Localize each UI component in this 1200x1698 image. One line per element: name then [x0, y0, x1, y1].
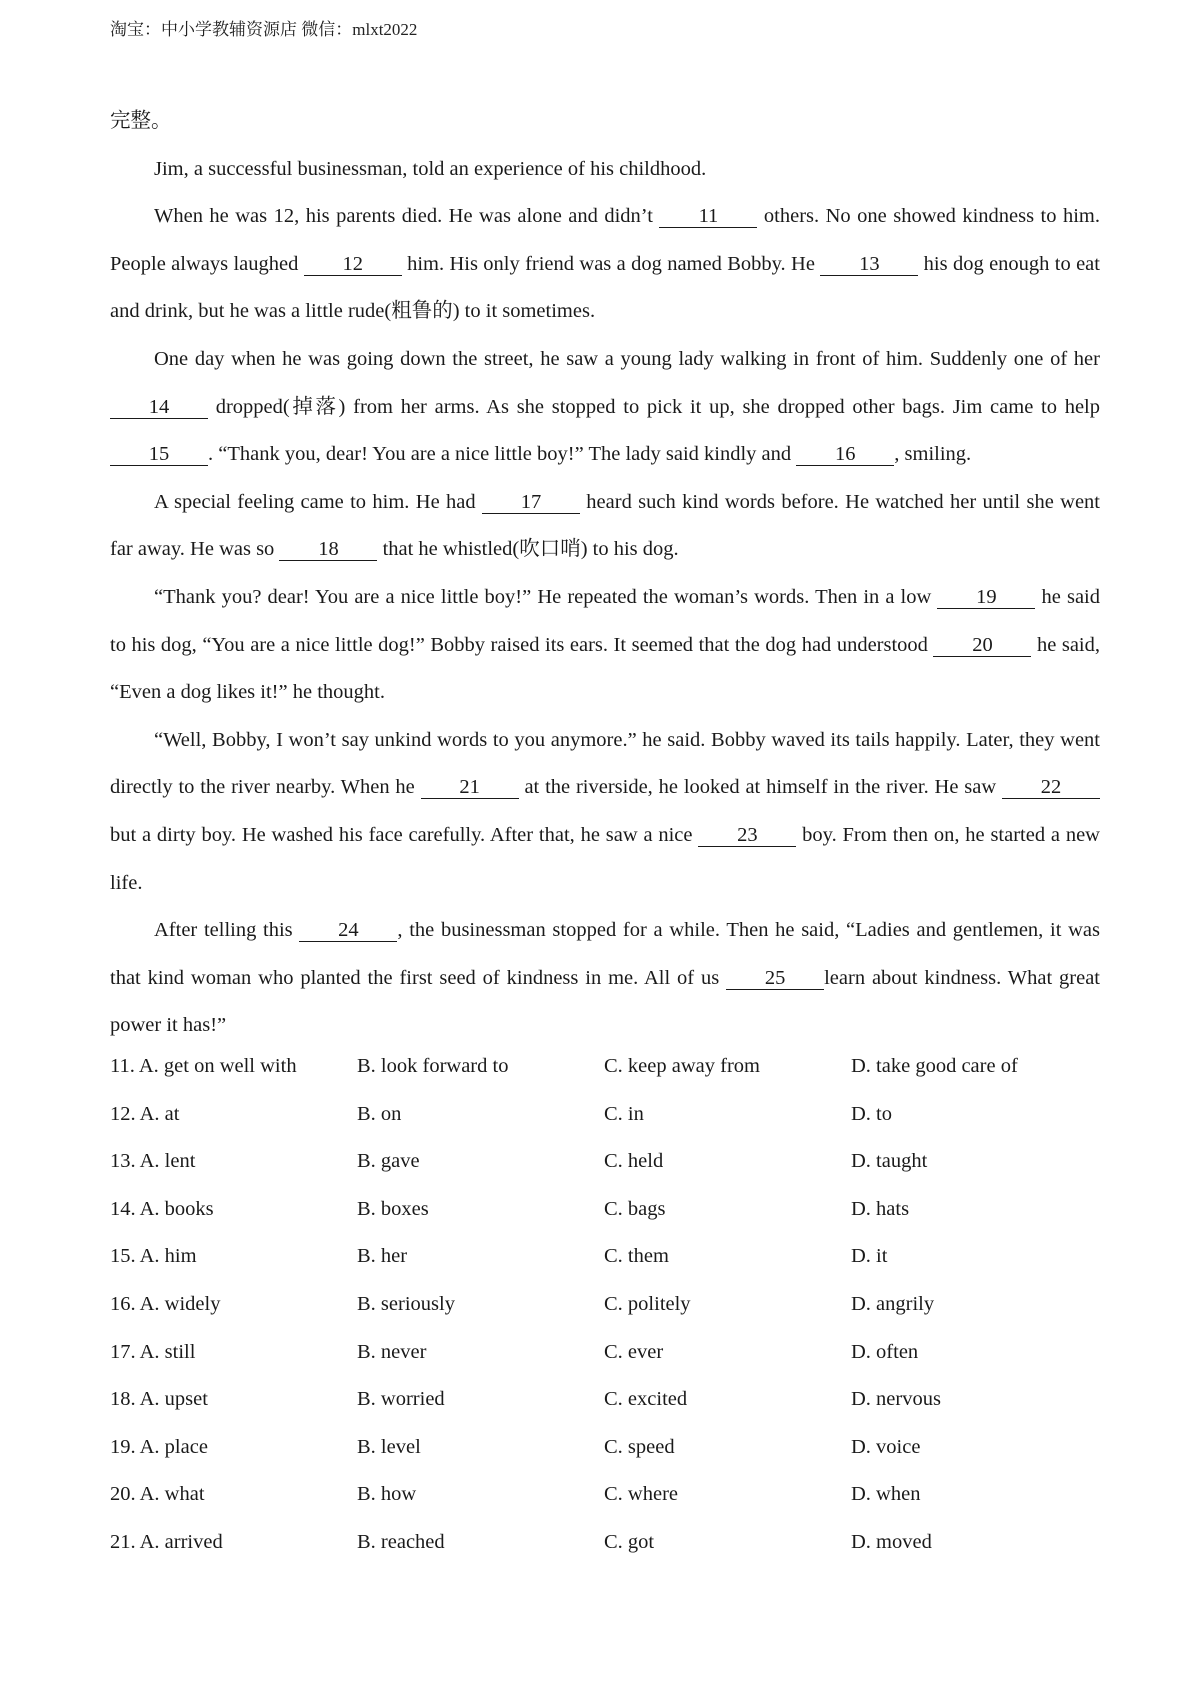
paragraph-6 [110, 717, 1100, 907]
text-span: , the businessman stopped for a while. Then he said, “Ladies and gentlemen, it was that kind woman who planted the first seed of kindness in me. All of us [110, 919, 1100, 989]
question-row-17 [110, 1329, 1100, 1377]
blank-22: 22 [1002, 776, 1100, 799]
blank-21: 21 [421, 776, 519, 799]
blank-11: 11 [659, 205, 757, 228]
text-span: “Well, Bobby, I won’t say unkind words to you anymore.” he said. Bobby waved its tails happily. Later, they went directly to the river nearby. When he [110, 728, 1100, 799]
option-c: C. where [604, 1483, 679, 1506]
paragraph-5 [110, 574, 1100, 717]
question-row-14 [110, 1186, 1100, 1234]
option-a: 11. A. get on well with [110, 1055, 297, 1077]
question-row-21 [110, 1519, 1100, 1567]
option-a: 14. A. books [110, 1197, 214, 1220]
passage-lead: 完整。 [110, 110, 172, 132]
text-span: him. His only friend was a dog named Bobby. He [401, 252, 821, 275]
option-c: C. them [604, 1245, 669, 1268]
paragraph-3 [110, 336, 1100, 479]
page-header: 淘宝：中小学教辅资源店 微信：mlxt2022 [110, 20, 418, 39]
answer-options [110, 1043, 1100, 1567]
paragraph-7 [110, 907, 1100, 1050]
option-c: C. in [604, 1102, 644, 1125]
blank-24: 24 [299, 919, 397, 942]
option-d: D. nervous [851, 1388, 941, 1411]
option-b: B. her [357, 1245, 408, 1268]
option-a: 18. A. upset [110, 1388, 208, 1411]
option-b: B. look forward to [357, 1055, 509, 1077]
option-a: 19. A. place [110, 1435, 208, 1458]
option-d: D. voice [851, 1435, 921, 1458]
text-span: but a dirty boy. He washed his face carefully. After that, he saw a nice [110, 823, 699, 846]
text-span: heard such kind words before. He watched her until she went far away. He was so [110, 490, 1100, 561]
text-span: dropped(掉落) from her arms. As she stopped to pick it up, she dropped other bags. Jim came to help [208, 395, 1100, 418]
text-span: that he whistled(吹口哨) to his dog. [377, 538, 679, 561]
blank-25: 25 [726, 967, 824, 990]
option-b: B. level [357, 1435, 421, 1458]
option-d: D. moved [851, 1530, 932, 1553]
option-d: D. often [851, 1340, 919, 1363]
question-row-18 [110, 1376, 1100, 1424]
text-span: his dog enough to eat and drink, but he was a little rude(粗鲁的) to it sometimes. [110, 252, 1100, 323]
option-a: 13. A. lent [110, 1150, 196, 1173]
question-row-15 [110, 1233, 1100, 1281]
option-c: C. speed [604, 1435, 675, 1458]
text-span: A special feeling came to him. He had [154, 490, 482, 513]
option-c: C. held [604, 1150, 664, 1173]
option-a: 17. A. still [110, 1340, 196, 1363]
option-a: 15. A. him [110, 1245, 197, 1268]
option-b: B. seriously [357, 1292, 455, 1315]
question-row-16 [110, 1281, 1100, 1329]
text-span: boy. From then on, he started a new life. [110, 823, 1100, 894]
option-d: D. hats [851, 1197, 910, 1220]
paragraph-4 [110, 479, 1100, 574]
blank-17: 17 [482, 491, 580, 514]
option-a: 16. A. widely [110, 1292, 221, 1315]
question-row-11 [110, 1043, 1100, 1091]
paragraph-2 [110, 193, 1100, 336]
option-b: B. how [357, 1483, 417, 1506]
blank-12: 12 [304, 253, 402, 276]
text-span: After telling this [154, 919, 300, 942]
option-d: D. angrily [851, 1292, 935, 1315]
option-c: C. ever [604, 1340, 664, 1363]
question-row-20 [110, 1471, 1100, 1519]
option-c: C. bags [604, 1197, 666, 1220]
option-b: B. gave [357, 1150, 420, 1173]
option-a: 20. A. what [110, 1483, 205, 1506]
blank-15: 15 [110, 443, 208, 466]
option-d: D. it [851, 1245, 888, 1268]
option-b: B. reached [357, 1530, 445, 1553]
blank-14: 14 [110, 396, 208, 419]
option-a: 12. A. at [110, 1102, 180, 1125]
blank-16: 16 [796, 443, 894, 466]
paragraph-1: Jim, a successful businessman, told an experience of his childhood. [154, 157, 707, 180]
text-span: he said, “Even a dog likes it!” he thought. [110, 633, 1100, 704]
question-row-19 [110, 1424, 1100, 1472]
option-c: C. keep away from [604, 1055, 760, 1077]
option-b: B. on [357, 1102, 402, 1125]
option-b: B. boxes [357, 1197, 429, 1220]
text-span: , smiling. [894, 443, 972, 466]
blank-13: 13 [820, 253, 918, 276]
text-span: others. No one showed kindness to him. People always laughed [110, 205, 1100, 275]
text-span: One day when he was going down the street, he saw a young lady walking in front of him. Suddenly one of her [154, 347, 1100, 370]
option-d: D. taught [851, 1150, 928, 1173]
option-b: B. worried [357, 1388, 445, 1411]
blank-20: 20 [933, 634, 1031, 657]
option-d: D. take good care of [851, 1055, 1018, 1077]
blank-18: 18 [279, 538, 377, 561]
blank-23: 23 [698, 824, 796, 847]
option-b: B. never [357, 1340, 427, 1363]
text-span: learn about kindness. What great power it has!” [110, 966, 1100, 1037]
option-a: 21. A. arrived [110, 1530, 223, 1553]
text-span: at the riverside, he looked at himself in the river. He saw [518, 776, 1003, 799]
option-c: C. got [604, 1530, 655, 1553]
text-span: When he was 12, his parents died. He was alone and didn’t [154, 205, 660, 228]
question-row-13 [110, 1138, 1100, 1186]
option-c: C. politely [604, 1292, 691, 1315]
cloze-passage [110, 98, 1100, 1050]
text-span: . “Thank you, dear! You are a nice little boy!” The lady said kindly and [208, 443, 797, 466]
blank-19: 19 [937, 586, 1035, 609]
option-c: C. excited [604, 1388, 688, 1411]
option-d: D. to [851, 1102, 892, 1125]
option-d: D. when [851, 1483, 921, 1506]
text-span: “Thank you? dear! You are a nice little boy!” He repeated the woman’s words. Then in a low [154, 585, 938, 608]
text-span: he said to his dog, “You are a nice little dog!” Bobby raised its ears. It seemed that the dog had understood [110, 585, 1100, 656]
question-row-12 [110, 1091, 1100, 1139]
